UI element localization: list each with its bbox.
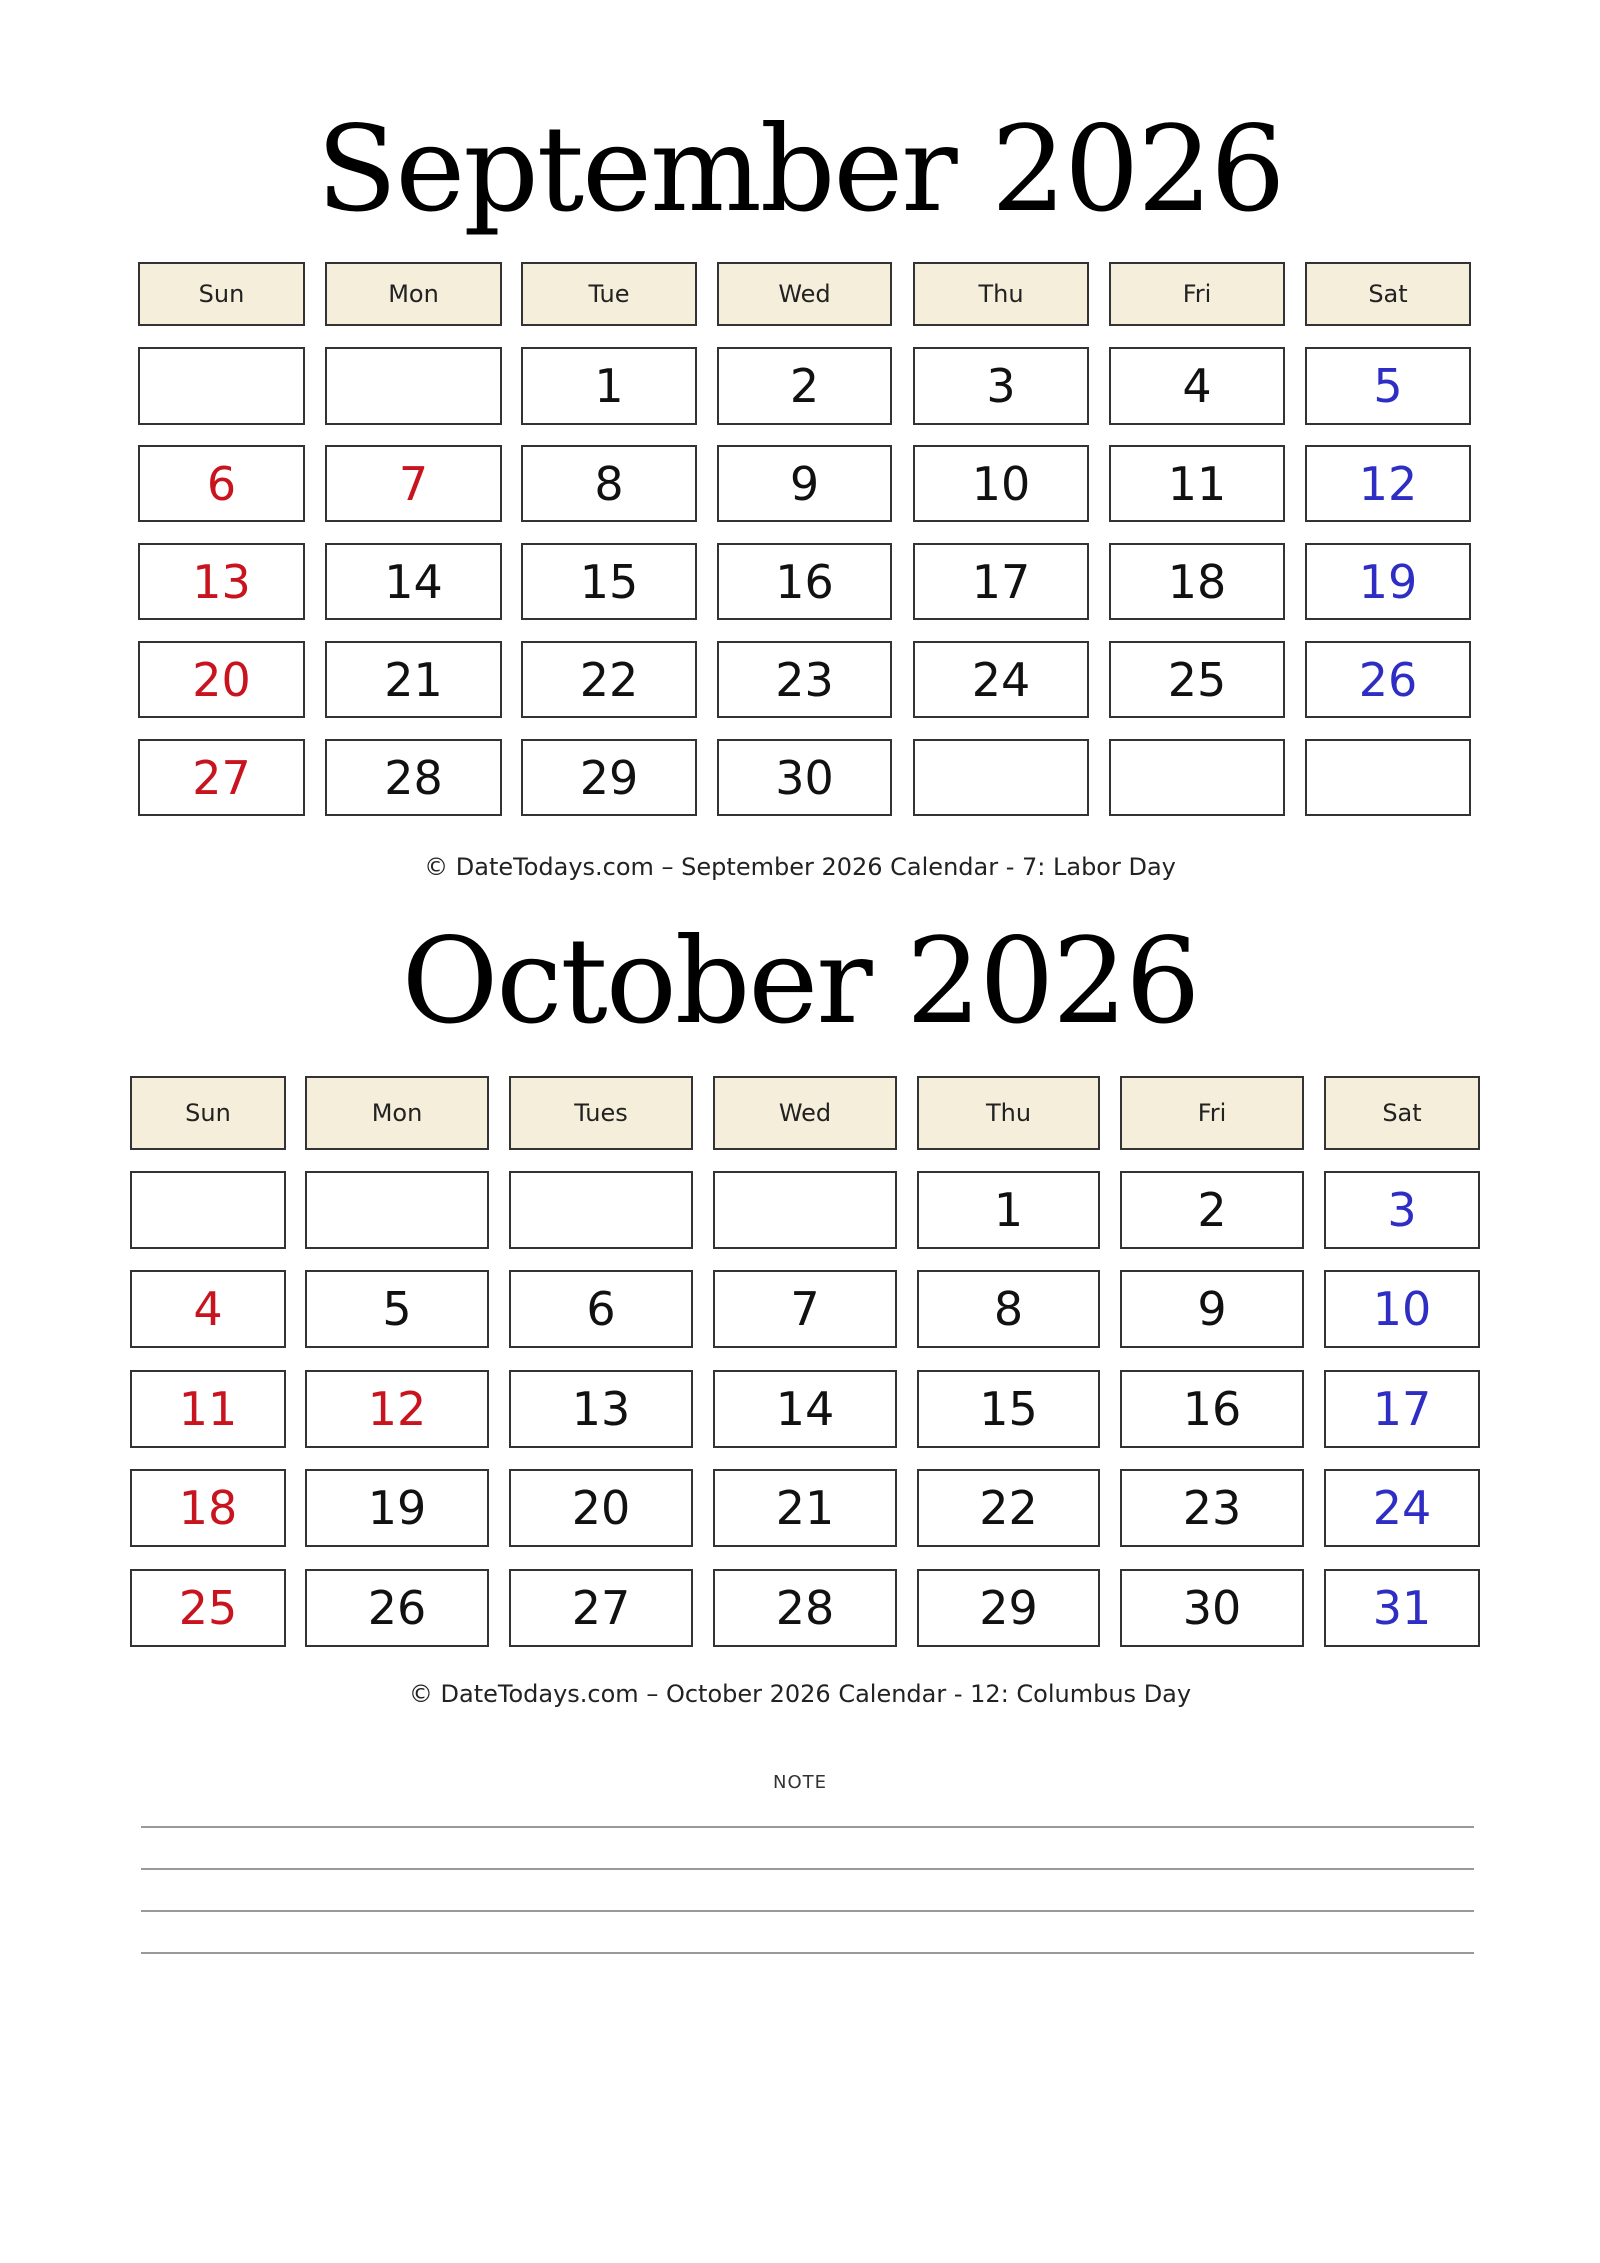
day-cell[interactable]: 2 [717, 347, 892, 425]
day-cell[interactable]: 24 [1324, 1469, 1480, 1547]
day-cell[interactable]: 20 [509, 1469, 693, 1547]
day-cell[interactable]: 21 [713, 1469, 897, 1547]
day-cell[interactable]: 12 [305, 1370, 489, 1448]
day-cell[interactable]: 3 [913, 347, 1089, 425]
day-cell[interactable]: 10 [1324, 1270, 1480, 1348]
day-cell[interactable]: 22 [521, 641, 697, 718]
weekday-header-thu: Thu [917, 1076, 1100, 1150]
day-cell[interactable]: 14 [325, 543, 502, 620]
weekday-header-sat: Sat [1305, 262, 1471, 326]
day-cell[interactable]: 14 [713, 1370, 897, 1448]
day-cell[interactable]: 31 [1324, 1569, 1480, 1647]
note-line[interactable] [141, 1952, 1474, 1954]
weekday-header-thu: Thu [913, 262, 1089, 326]
day-cell[interactable]: 26 [305, 1569, 489, 1647]
day-cell[interactable]: 15 [917, 1370, 1100, 1448]
day-cell[interactable]: 30 [717, 739, 892, 816]
day-cell[interactable]: 8 [917, 1270, 1100, 1348]
day-cell[interactable]: 17 [913, 543, 1089, 620]
day-cell[interactable]: 30 [1120, 1569, 1304, 1647]
day-cell[interactable]: 8 [521, 445, 697, 522]
empty-day-cell [130, 1171, 286, 1249]
day-cell[interactable]: 23 [717, 641, 892, 718]
day-cell[interactable]: 27 [509, 1569, 693, 1647]
weekday-header-tues: Tues [509, 1076, 693, 1150]
weekday-header-tue: Tue [521, 262, 697, 326]
weekday-header-sat: Sat [1324, 1076, 1480, 1150]
note-label: NOTE [772, 1772, 827, 1793]
day-cell[interactable]: 25 [130, 1569, 286, 1647]
day-cell[interactable]: 11 [1109, 445, 1285, 522]
day-cell[interactable]: 2 [1120, 1171, 1304, 1249]
day-cell[interactable]: 5 [305, 1270, 489, 1348]
weekday-header-wed: Wed [713, 1076, 897, 1150]
day-cell[interactable]: 13 [509, 1370, 693, 1448]
day-cell[interactable]: 19 [1305, 543, 1471, 620]
empty-day-cell [1305, 739, 1471, 816]
day-cell[interactable]: 23 [1120, 1469, 1304, 1547]
day-cell[interactable]: 9 [717, 445, 892, 522]
weekday-header-fri: Fri [1120, 1076, 1304, 1150]
day-cell[interactable]: 7 [713, 1270, 897, 1348]
day-cell[interactable]: 28 [325, 739, 502, 816]
day-cell[interactable]: 4 [1109, 347, 1285, 425]
day-cell[interactable]: 13 [138, 543, 305, 620]
day-cell[interactable]: 24 [913, 641, 1089, 718]
day-cell[interactable]: 28 [713, 1569, 897, 1647]
day-cell[interactable]: 17 [1324, 1370, 1480, 1448]
weekday-header-mon: Mon [305, 1076, 489, 1150]
empty-day-cell [509, 1171, 693, 1249]
empty-day-cell [1109, 739, 1285, 816]
september-title: September 2026 [316, 100, 1284, 238]
day-cell[interactable]: 4 [130, 1270, 286, 1348]
day-cell[interactable]: 12 [1305, 445, 1471, 522]
empty-day-cell [713, 1171, 897, 1249]
day-cell[interactable]: 27 [138, 739, 305, 816]
day-cell[interactable]: 18 [1109, 543, 1285, 620]
note-line[interactable] [141, 1910, 1474, 1912]
weekday-header-wed: Wed [717, 262, 892, 326]
october-caption: © DateTodays.com – October 2026 Calendar - 12: Columbus Day [408, 1680, 1192, 1708]
day-cell[interactable]: 25 [1109, 641, 1285, 718]
day-cell[interactable]: 26 [1305, 641, 1471, 718]
day-cell[interactable]: 29 [917, 1569, 1100, 1647]
day-cell[interactable]: 1 [521, 347, 697, 425]
day-cell[interactable]: 20 [138, 641, 305, 718]
day-cell[interactable]: 5 [1305, 347, 1471, 425]
empty-day-cell [325, 347, 502, 425]
empty-day-cell [138, 347, 305, 425]
day-cell[interactable]: 9 [1120, 1270, 1304, 1348]
day-cell[interactable]: 19 [305, 1469, 489, 1547]
note-line[interactable] [141, 1826, 1474, 1828]
day-cell[interactable]: 16 [1120, 1370, 1304, 1448]
weekday-header-sun: Sun [138, 262, 305, 326]
note-line[interactable] [141, 1868, 1474, 1870]
day-cell[interactable]: 3 [1324, 1171, 1480, 1249]
day-cell[interactable]: 7 [325, 445, 502, 522]
empty-day-cell [913, 739, 1089, 816]
september-caption: © DateTodays.com – September 2026 Calendar - 7: Labor Day [424, 853, 1176, 881]
day-cell[interactable]: 6 [509, 1270, 693, 1348]
day-cell[interactable]: 15 [521, 543, 697, 620]
day-cell[interactable]: 16 [717, 543, 892, 620]
october-title: October 2026 [401, 912, 1199, 1050]
day-cell[interactable]: 21 [325, 641, 502, 718]
day-cell[interactable]: 18 [130, 1469, 286, 1547]
weekday-header-sun: Sun [130, 1076, 286, 1150]
day-cell[interactable]: 11 [130, 1370, 286, 1448]
day-cell[interactable]: 22 [917, 1469, 1100, 1547]
day-cell[interactable]: 10 [913, 445, 1089, 522]
day-cell[interactable]: 1 [917, 1171, 1100, 1249]
weekday-header-mon: Mon [325, 262, 502, 326]
day-cell[interactable]: 6 [138, 445, 305, 522]
day-cell[interactable]: 29 [521, 739, 697, 816]
weekday-header-fri: Fri [1109, 262, 1285, 326]
empty-day-cell [305, 1171, 489, 1249]
